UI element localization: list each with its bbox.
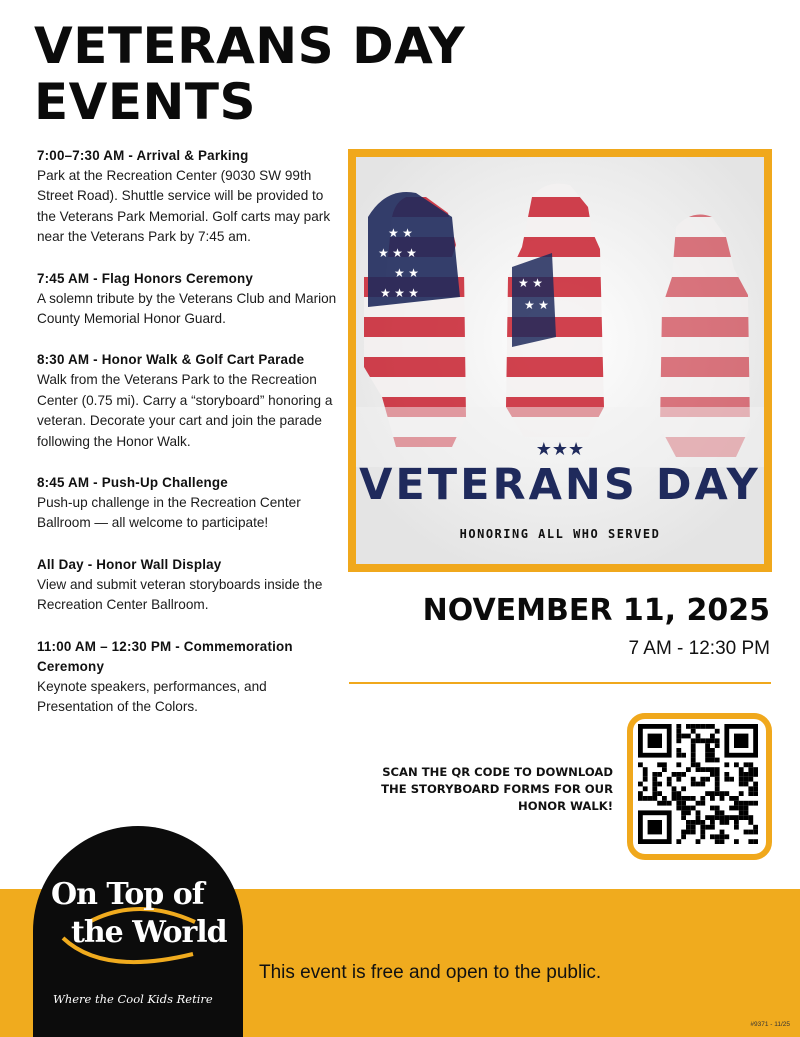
hero-stars: ★★★ [535, 439, 585, 460]
soldiers-flag-illustration [356, 157, 764, 564]
schedule-item-description: View and submit veteran storyboards inside the Recreation Center Ballroom. [37, 576, 323, 613]
qr-code-icon [638, 724, 761, 849]
hero-image [348, 149, 772, 572]
hero-tagline: HONORING ALL WHO SERVED [459, 527, 661, 541]
schedule-item [37, 146, 337, 248]
footer-text: This event is free and open to the public. [259, 962, 602, 983]
page-title [34, 18, 594, 130]
schedule-item [37, 473, 337, 534]
svg-text:★ ★: ★ ★ [518, 276, 543, 290]
schedule-item [37, 637, 337, 718]
svg-text:★ ★: ★ ★ [388, 226, 413, 240]
schedule-item [37, 269, 337, 330]
event-time: 7 AM - 12:30 PM [628, 638, 770, 659]
brand-logo [33, 826, 243, 1037]
hero-headline: VETERANS DAY [359, 460, 761, 510]
logo-line1: On Top of [51, 877, 204, 912]
event-date: NOVEMBER 11, 2025 [422, 593, 770, 628]
page-title-line2: EVENTS [34, 73, 256, 131]
schedule-item-heading: 8:30 AM - Honor Walk & Golf Cart Parade [37, 352, 305, 368]
schedule-item-heading: 7:45 AM - Flag Honors Ceremony [37, 270, 254, 286]
schedule-item-description: A solemn tribute by the Veterans Club and Marion County Memorial Honor Guard. [37, 290, 337, 327]
schedule-item-description: Park at the Recreation Center (9030 SW 99th Street Road). Shuttle service will be provided to the Veterans Park Memorial. Golf carts may park near the Veterans Park by 7:45 am. [37, 168, 331, 245]
schedule-item-heading: 11:00 AM – 12:30 PM - Commemoration Ceremony [37, 638, 293, 674]
page-title-line1: VETERANS DAY [34, 17, 466, 75]
schedule-item [37, 555, 337, 616]
schedule-item [37, 350, 337, 452]
qr-code[interactable] [627, 713, 772, 860]
qr-instructions: SCAN THE QR CODE TO DOWNLOAD THE STORYBOARD FORMS FOR OUR HONOR WALK! [381, 765, 613, 813]
schedule-item-description: Keynote speakers, performances, and Presentation of the Colors. [37, 678, 267, 715]
schedule-item-heading: 7:00–7:30 AM - Arrival & Parking [37, 148, 249, 163]
print-code: #9371 - 11/25 [750, 1021, 790, 1028]
svg-text:★ ★: ★ ★ [394, 266, 419, 280]
event-schedule [37, 146, 337, 739]
svg-text:★ ★ ★: ★ ★ ★ [380, 286, 419, 300]
divider [349, 682, 771, 684]
svg-text:★ ★: ★ ★ [524, 298, 549, 312]
schedule-item-heading: 8:45 AM - Push-Up Challenge [37, 475, 228, 491]
schedule-item-description: Walk from the Veterans Park to the Recreation Center (0.75 mi). Carry a “storyboard” honoring a veteran. Decorate your cart and join the parade following the Honor Walk. [37, 372, 333, 449]
schedule-item-heading: All Day - Honor Wall Display [37, 556, 222, 572]
logo-tagline: Where the Cool Kids Retire [53, 992, 213, 1006]
svg-text:★ ★ ★: ★ ★ ★ [378, 246, 417, 260]
logo-line2: the World [71, 915, 227, 950]
schedule-item-description: Push-up challenge in the Recreation Center Ballroom — all welcome to participate! [37, 495, 301, 531]
